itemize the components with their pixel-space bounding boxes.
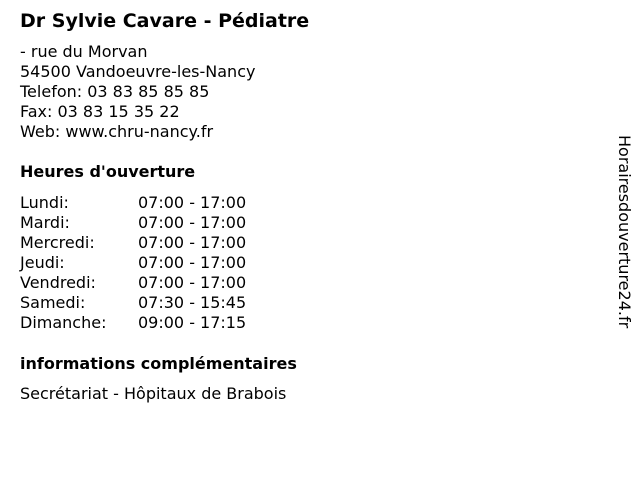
practice-card	[20, 8, 600, 404]
address-city: 54500 Vandoeuvre-les-Nancy	[20, 62, 256, 81]
website: Web: www.chru-nancy.fr	[20, 122, 214, 141]
address-street: - rue du Morvan	[20, 42, 148, 61]
hours-row-vendredi	[20, 273, 600, 293]
hours-time: 07:00 - 17:00	[138, 233, 247, 252]
hours-time: 09:00 - 17:15	[138, 313, 247, 332]
phone-number: Telefon: 03 83 85 85 85	[20, 82, 210, 101]
hours-row-jeudi	[20, 253, 600, 273]
site-watermark: Horairesdouverture24.fr	[615, 135, 634, 329]
hours-row-mardi	[20, 213, 600, 233]
additional-info-heading: informations complémentaires	[20, 354, 297, 373]
hours-day: Dimanche:	[20, 313, 107, 332]
hours-row-lundi	[20, 193, 600, 213]
hours-day: Mercredi:	[20, 233, 95, 252]
hours-day: Jeudi:	[20, 253, 65, 272]
hours-row-dimanche	[20, 313, 600, 333]
hours-day: Lundi:	[20, 193, 69, 212]
hours-time: 07:00 - 17:00	[138, 253, 247, 272]
hours-time: 07:00 - 17:00	[138, 273, 247, 292]
hours-time: 07:30 - 15:45	[138, 293, 247, 312]
opening-hours-heading: Heures d'ouverture	[20, 162, 196, 181]
address-block	[20, 42, 600, 142]
hours-row-samedi	[20, 293, 600, 313]
hours-row-mercredi	[20, 233, 600, 253]
hours-time: 07:00 - 17:00	[138, 213, 247, 232]
additional-info-text: Secrétariat - Hôpitaux de Brabois	[20, 384, 287, 403]
opening-hours-table	[20, 193, 600, 333]
hours-time: 07:00 - 17:00	[138, 193, 247, 212]
hours-day: Samedi:	[20, 293, 86, 312]
hours-day: Mardi:	[20, 213, 70, 232]
fax-number: Fax: 03 83 15 35 22	[20, 102, 180, 121]
hours-day: Vendredi:	[20, 273, 96, 292]
page-title: Dr Sylvie Cavare - Pédiatre	[20, 10, 310, 32]
